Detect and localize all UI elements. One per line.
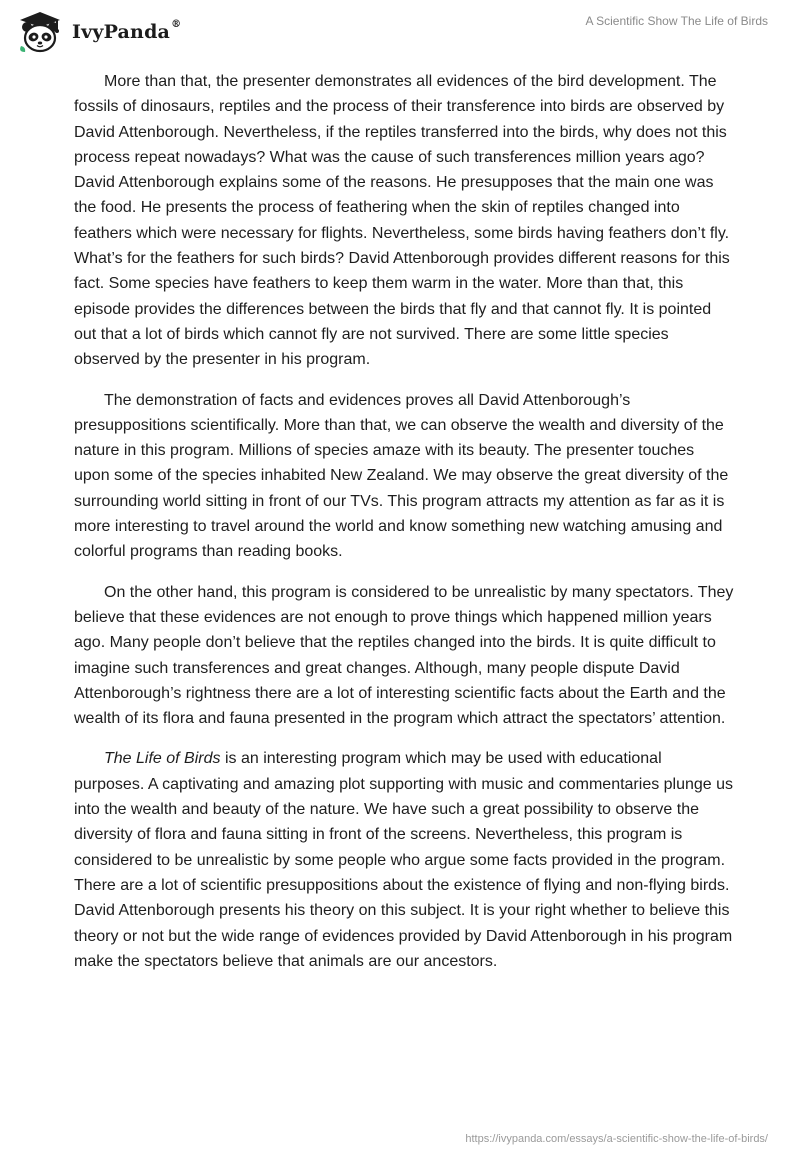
document-title: A Scientific Show The Life of Birds [585, 14, 768, 28]
essay-paragraph-1: More than that, the presenter demonstrates all evidences of the bird development. The fossils of dinosaurs, reptiles and the process of their transference into birds are observed by David Attenborough. Nevertheless, if the reptiles transferred into the birds, why does not this process repeat nowadays? What was the cause of such transferences million years ago? David Attenborough explains some of the reasons. He presupposes that the main one was the food. He presents the process of feathering when the skin of reptiles changed into feathers which were necessary for flights. Nevertheless, some birds having feathers don’t fly. What’s for the feathers for such birds? David Attenborough provides different reasons for this fact. Some species have feathers to keep them warm in the water. More than that, this episode provides the differences between the birds that fly and that cannot fly. It is pointed out that a lot of birds which cannot fly are not survived. There are some little species observed by the presenter in his program. [74, 73, 730, 369]
essay-body [74, 69, 734, 989]
page-header [0, 0, 800, 70]
essay-paragraph-3: On the other hand, this program is considered to be unrealistic by many spectators. They believe that these evidences are not enough to prove things which happened million years ago. Many people don’t believe that the reptiles changed into the birds. It is quite difficult to imagine such transferences and great changes. Although, many people dispute David Attenborough’s rightness there are a lot of interesting scientific facts about the Earth and the wealth of its flora and fauna presented in the program which attract the spectators’ attention. [74, 583, 734, 728]
essay-paragraph-4-text: is an interesting program which may be used with educational purposes. A captivating and amazing plot supporting with music and commentaries plunge us into the wealth and beauty of the nature. We have such a great possibility to observe the diversity of flora and fauna sitting in front of the screens. Nevertheless, this program is considered to be unrealistic by some people who argue some facts provided in the program. There are a lot of scientific presuppositions about the existence of flying and non-flying birds. David Attenborough presents his theory on this subject. It is your right whether to believe this theory or not but the wide range of evidences provided by David Attenborough in his program make the spectators believe that animals are our ancestors. [74, 750, 734, 970]
brand-name: IvyPanda® [72, 19, 182, 43]
brand-logo[interactable] [16, 10, 181, 54]
program-title-italic: The Life of Birds [104, 750, 221, 768]
essay-paragraph-4 [74, 746, 734, 974]
essay-paragraph-2: The demonstration of facts and evidences proves all David Attenborough’s presuppositions scientifically. More than that, we can observe the wealth and diversity of the nature in this program. Millions of species amaze with its beauty. The presenter touches upon some of the species inhabited New Zealand. We may observe the great diversity of the surrounding world sitting in front of our TVs. This program attracts my attention as far as it is more interesting to travel around the world and know something new watching amusing and colorful programs than reading books. [74, 391, 729, 561]
source-url[interactable]: https://ivypanda.com/essays/a-scientific-show-the-life-of-birds/ [465, 1133, 768, 1145]
panda-logo-icon [16, 10, 64, 54]
